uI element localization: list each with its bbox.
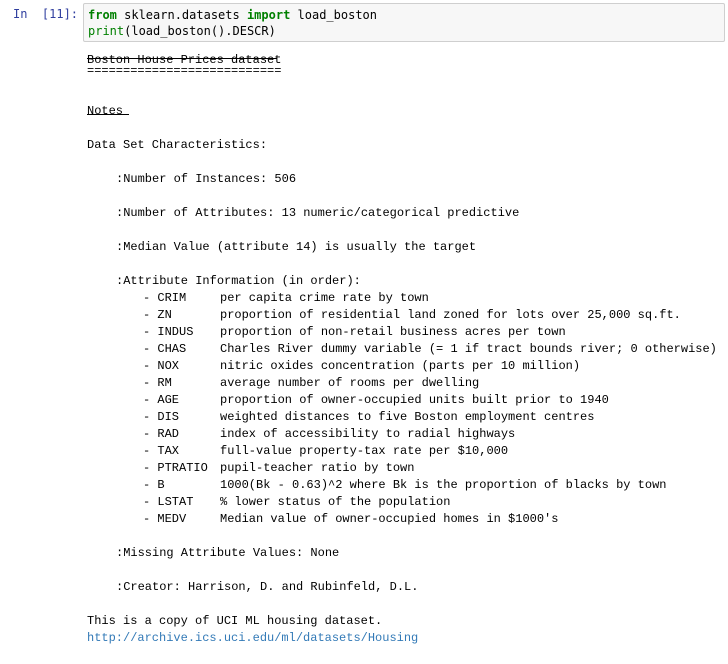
attribute-description: % lower status of the population	[220, 495, 451, 509]
attribute-name: - DIS	[143, 410, 180, 424]
attribute-name: - NOX	[143, 359, 180, 373]
attribute-name: - ZN	[143, 308, 172, 322]
code-line-2[interactable]	[88, 23, 276, 40]
dataset-title: Boston House Prices dataset	[87, 53, 282, 67]
attribute-name: - LSTAT	[143, 495, 194, 509]
attribute-description: Median value of owner-occupied homes in $1000's	[220, 512, 559, 526]
keyword-from: from	[88, 8, 117, 22]
attribute-name: - TAX	[143, 444, 180, 458]
copy-note-line: This is a copy of UCI ML housing dataset.	[87, 614, 383, 628]
attributes-count-line: :Number of Attributes: 13 numeric/categorical predictive	[116, 206, 520, 220]
attribute-name: - B	[143, 478, 165, 492]
builtin-print: print	[88, 24, 125, 38]
median-value-line: :Median Value (attribute 14) is usually the target	[116, 240, 477, 254]
characteristics-heading: Data Set Characteristics:	[87, 138, 268, 152]
notes-underline-rule	[87, 114, 129, 115]
title-underline-rule	[87, 58, 277, 59]
attribute-description: nitric oxides concentration (parts per 10 million)	[220, 359, 581, 373]
cell-prompt: In [11]:	[13, 7, 79, 21]
module-name: sklearn.datasets	[116, 8, 247, 22]
attribute-description: index of accessibility to radial highways	[220, 427, 516, 441]
title-underline: ===========================	[87, 64, 282, 78]
attribute-description: pupil-teacher ratio by town	[220, 461, 415, 475]
attribute-name: - AGE	[143, 393, 180, 407]
print-arguments: (load_boston().DESCR)	[124, 24, 276, 38]
missing-values-line: :Missing Attribute Values: None	[116, 546, 340, 560]
imported-name: load_boston	[290, 8, 378, 22]
attribute-description: weighted distances to five Boston employment centres	[220, 410, 595, 424]
attribute-name: - PTRATIO	[143, 461, 208, 475]
attribute-info-heading: :Attribute Information (in order):	[116, 274, 361, 288]
attribute-description: proportion of owner-occupied units built prior to 1940	[220, 393, 609, 407]
keyword-import: import	[246, 8, 291, 22]
attribute-name: - CHAS	[143, 342, 187, 356]
dataset-link[interactable]: http://archive.ics.uci.edu/ml/datasets/Housing	[87, 631, 419, 645]
attribute-name: - CRIM	[143, 291, 187, 305]
notes-heading: Notes	[87, 104, 124, 118]
attribute-description: average number of rooms per dwelling	[220, 376, 480, 390]
attribute-description: 1000(Bk - 0.63)^2 where Bk is the proportion of blacks by town	[220, 478, 667, 492]
creator-line: :Creator: Harrison, D. and Rubinfeld, D.L.	[116, 580, 419, 594]
attribute-description: per capita crime rate by town	[220, 291, 429, 305]
attribute-name: - MEDV	[143, 512, 187, 526]
code-line-1[interactable]	[88, 7, 377, 24]
attribute-description: proportion of residential land zoned for lots over 25,000 sq.ft.	[220, 308, 681, 322]
attribute-description: full-value property-tax rate per $10,000	[220, 444, 509, 458]
attribute-name: - RAD	[143, 427, 180, 441]
attribute-name: - RM	[143, 376, 172, 390]
attribute-description: Charles River dummy variable (= 1 if tract bounds river; 0 otherwise)	[220, 342, 717, 356]
code-input-area[interactable]	[83, 3, 725, 42]
instances-line: :Number of Instances: 506	[116, 172, 297, 186]
attribute-description: proportion of non-retail business acres per town	[220, 325, 566, 339]
attribute-name: - INDUS	[143, 325, 194, 339]
